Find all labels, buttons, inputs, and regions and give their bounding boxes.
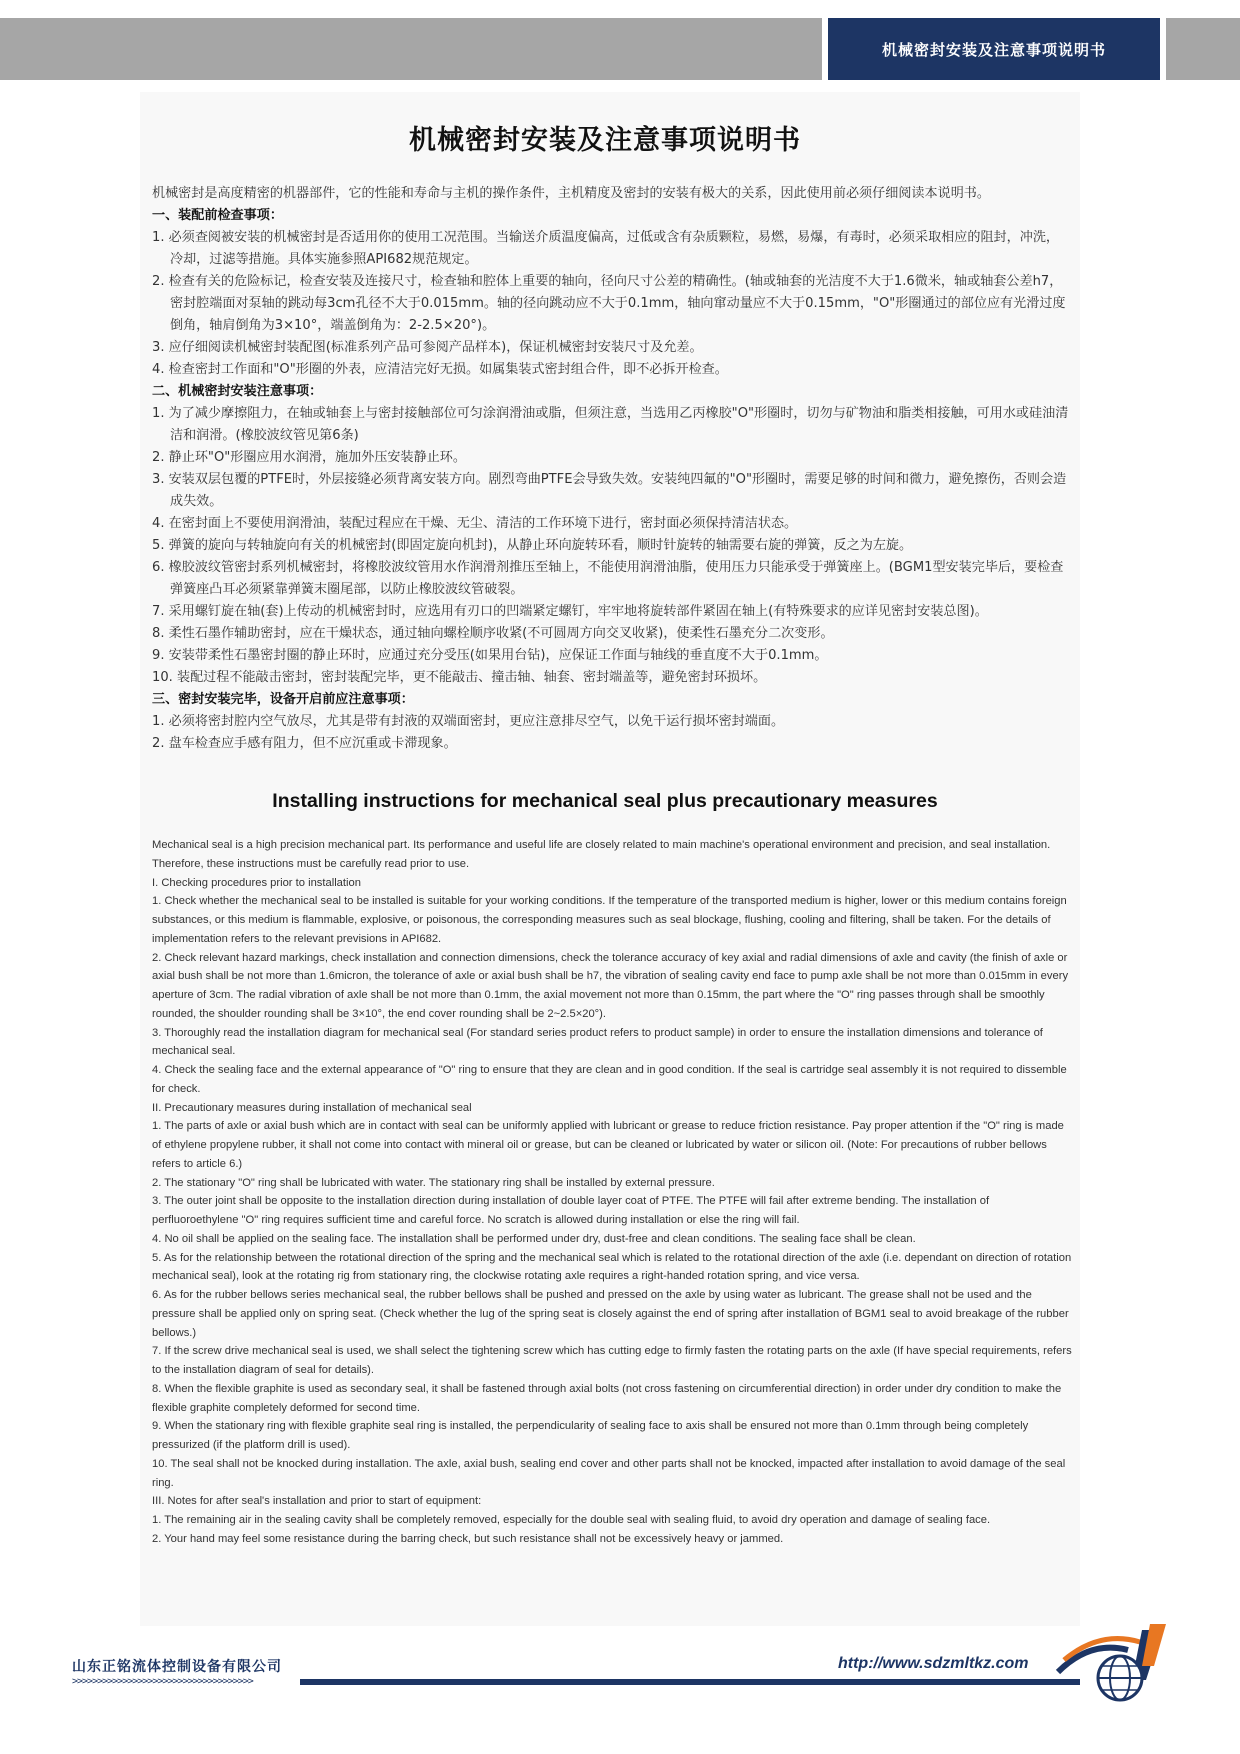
cn-list-item: 1. 必须将密封腔内空气放尽，尤其是带有封液的双端面密封，更应注意排尽空气，以免干运行损坏密封端面。 xyxy=(152,714,785,729)
header-separator-right xyxy=(1160,18,1166,80)
en-list-item: 2. Check relevant hazard markings, check installation and connection dimensions, check the tolerance accuracy of key axial and radial dimensions of axle and cavity (the finish of axle or axial bush shall be not more than 1.6micron, the tolerance of axle or axial bush shall be h7, the vibration of sealing cavity end face to pump axle shall be not more than 0.015mm in every aperture of 3cm. The radial vibration of axle shall be not more than 0.1mm, the axial movement not more than 0.15mm, the part where the "O" ring passes through shall be smoothly rounded, the shoulder rounding shall be 3×10°, the end cover rounding shall be 2~2.5×20°). xyxy=(152,951,1069,1020)
cn-instructions xyxy=(152,183,1072,755)
cn-list-item: 2. 检查有关的危险标记，检查安装及连接尺寸，检查轴和腔体上重要的轴向，径向尺寸公差的精确性。(轴或轴套的光洁度不大于1.6微米，轴或轴套公差h7，密封腔端面对泵轴的跳动每3cm孔径不大于0.015mm。轴的径向跳动应不大于0.1mm，轴向窜动量应不大于0.15mm，"O"形圈通过的部位应有光滑过度倒角，轴肩倒角为3×10°，端盖倒角为：2-2.5×20°)。 xyxy=(152,274,1066,333)
cn-list-item: 3. 安装双层包覆的PTFE时，外层接缝必须背离安装方向。剧烈弯曲PTFE会导致失效。安装纯四氟的"O"形圈时，需要足够的时间和微力，避免擦伤，否则会造成失效。 xyxy=(152,472,1067,509)
en-list-item: 9. When the stationary ring with flexible graphite seal ring is installed, the perpendicularity of sealing face to axis shall be ensured not more than 0.1mm through being completely pressurized (if the platform drill is used). xyxy=(152,1420,1029,1451)
cn-list-item: 8. 柔性石墨作辅助密封，应在干燥状态，通过轴向螺栓顺序收紧(不可圆周方向交叉收紧)，使柔性石墨充分二次变形。 xyxy=(152,626,834,641)
cn-list-item: 4. 在密封面上不要使用润滑油，装配过程应在干燥、无尘、清洁的工作环境下进行，密封面必须保持清洁状态。 xyxy=(152,516,798,531)
footer-website-link[interactable]: http://www.sdzmltkz.com xyxy=(838,1655,1029,1672)
cn-list-item: 5. 弹簧的旋向与转轴旋向有关的机械密封(即固定旋向机封)，从静止环向旋转环看，顺时针旋转的轴需要右旋的弹簧，反之为左旋。 xyxy=(152,538,913,553)
en-instructions xyxy=(152,836,1072,1549)
en-page-title: Installing instructions for mechanical seal plus precautionary measures xyxy=(272,790,938,812)
en-list-item: 7. If the screw drive mechanical seal is used, we shall select the tightening screw which has cutting edge to firmly fasten the rotating parts on the axle (If have special requirements, refers to the installation diagram of seal for details). xyxy=(152,1345,1072,1376)
en-list-item: 1. Check whether the mechanical seal to be installed is suitable for your working conditions. If the temperature of the transported medium is higher, lower or this medium contains foreign substances, or this medium is flammable, explosive, or poisonous, the corresponding measures such as seal blockage, flushing, cooling and filtering, shall be taken. For the details of implementation refers to the relevant previsions in API682. xyxy=(152,895,1067,945)
footer-chevron-decoration: >>>>>>>>>>>>>>>>>>>>>>>>>>>>>>>>>>>> xyxy=(72,1676,253,1687)
cn-list-item: 1. 为了减少摩擦阻力，在轴或轴套上与密封接触部位可匀涂润滑油或脂，但须注意，当选用乙丙橡胶"O"形圈时，切勿与矿物油和脂类相接触，可用水或硅油清洁和润滑。(橡胶波纹管见第6条) xyxy=(152,406,1069,443)
footer-company-name: 山东正铭流体控制设备有限公司 xyxy=(72,1659,282,1675)
en-list-item: 8. When the flexible graphite is used as secondary seal, it shall be fastened through axial bolts (not cross fastening on circumferential direction) in order under dry condition to make the flexible graphite completely deformed for second time. xyxy=(152,1382,1062,1414)
en-list-item: 1. The parts of axle or axial bush which are in contact with seal can be uniformly applied with lubricant or grease to reduce friction resistance. Pay proper attention if the "O" ring is made of ethylene propylene rubber, it shall not come into contact with mineral oil or grease, but can be cleaned or lubricated by water or silicon oil. (Note: For precautions of rubber bellows refers to article 6.) xyxy=(152,1120,1064,1170)
cn-list-item: 2. 盘车检查应手感有阻力，但不应沉重或卡滞现象。 xyxy=(152,736,457,751)
cn-list-item: 2. 静止环"O"形圈应用水润滑，施加外压安装静止环。 xyxy=(152,450,466,465)
en-list-item: 3. Thoroughly read the installation diagram for mechanical seal (For standard series product refers to product sample) in order to ensure the installation dimensions and tolerance of mechanical seal. xyxy=(152,1026,1043,1058)
en-list-item: 2. The stationary "O" ring shall be lubricated with water. The stationary ring shall be installed by external pressure. xyxy=(152,1176,715,1189)
en-list-item: 3. The outer joint shall be opposite to the installation direction during installation of double layer coat of PTFE. The PTFE will fail after extreme bending. The installation of perfluoroethylene "O" ring requires sufficient time and careful force. No scratch is allowed during installation or else the ring will fail. xyxy=(152,1195,990,1226)
cn-list-item: 10. 装配过程不能敲击密封，密封装配完毕，更不能敲击、撞击轴、轴套、密封端盖等，避免密封环损坏。 xyxy=(152,670,767,685)
cn-list-item: 1. 必须查阅被安装的机械密封是否适用你的使用工况范围。当输送介质温度偏高，过低或含有杂质颗粒，易燃，易爆，有毒时，必须采取相应的阻封，冲洗，冷却，过滤等措施。具体实施参照API682规范规定。 xyxy=(152,230,1060,267)
header-title-box xyxy=(828,18,1160,80)
en-list-item: 4. No oil shall be applied on the sealing face. The installation shall be performed under dry, dust-free and clean conditions. The sealing face shall be clean. xyxy=(152,1232,916,1245)
en-section-heading: II. Precautionary measures during installation of mechanical seal xyxy=(152,1101,472,1114)
en-list-item: 1. The remaining air in the sealing cavity shall be completely removed, especially for the double seal with sealing fluid, to avoid dry operation and damage of sealing face. xyxy=(152,1514,991,1526)
cn-list-item: 9. 安装带柔性石墨密封圈的静止环时，应通过充分受压(如果用台钻)，应保证工作面与轴线的垂直度不大于0.1mm。 xyxy=(152,648,828,663)
en-list-item: 4. Check the sealing face and the external appearance of "O" ring to ensure that they are clean and in good condition. If the seal is cartridge seal assembly it is not required to dissemble for check. xyxy=(152,1064,1067,1095)
cn-section-heading: 二、机械密封安装注意事项： xyxy=(152,384,323,399)
cn-section-heading: 一、装配前检查事项： xyxy=(152,208,283,223)
cn-intro: 机械密封是高度精密的机器部件，它的性能和寿命与主机的操作条件，主机精度及密封的安装有极大的关系，因此使用前必须仔细阅读本说明书。 xyxy=(152,186,990,201)
company-logo-icon xyxy=(1050,1620,1170,1710)
en-list-item: 2. Your hand may feel some resistance during the barring check, but such resistance shall not be excessively heavy or jammed. xyxy=(152,1532,784,1545)
en-section-heading: III. Notes for after seal's installation and prior to start of equipment: xyxy=(152,1495,482,1508)
header-title: 机械密封安装及注意事项说明书 xyxy=(881,40,1106,59)
footer-rule xyxy=(300,1679,1080,1685)
cn-list-item: 3. 应仔细阅读机械密封装配图(标准系列产品可参阅产品样本)，保证机械密封安装尺寸及允差。 xyxy=(152,340,703,355)
cn-list-item: 6. 橡胶波纹管密封系列机械密封，将橡胶波纹管用水作润滑剂推压至轴上，不能使用润滑油脂，使用压力只能承受于弹簧座上。(BGM1型安装完毕后，要检查弹簧座凸耳必须紧靠弹簧末圈尾部，以防止橡胶波纹管破裂。 xyxy=(152,560,1064,597)
cn-list-item: 7. 采用螺钉旋在轴(套)上传动的机械密封时，应选用有刃口的凹端紧定螺钉，牢牢地将旋转部件紧固在轴上(有特殊要求的应详见密封安装总图)。 xyxy=(152,604,988,619)
en-list-item: 10. The seal shall not be knocked during installation. The axle, axial bush, sealing end cover and other parts shall not be knocked, impacted after installation to avoid damage of the seal ring. xyxy=(152,1457,1066,1489)
en-list-item: 5. As for the relationship between the rotational direction of the spring and the mechanical seal which is related to the rotational direction of the axle (i.e. dependant on direction of rotation mechanical seal), look at the rotating rig from stationary ring, the clockwise rotating axle requires a right-handed rotation spring, and vice versa. xyxy=(152,1251,1072,1283)
cn-page-title: 机械密封安装及注意事项说明书 xyxy=(409,125,801,156)
en-section-heading: I. Checking procedures prior to installation xyxy=(152,876,361,889)
en-intro: Mechanical seal is a high precision mechanical part. Its performance and useful life are closely related to main machine's operational environment and precision, and seal installation. Therefore, these instructions must be carefully read prior to use. xyxy=(152,839,1051,870)
cn-section-heading: 三、密封安装完毕，设备开启前应注意事项： xyxy=(152,692,414,707)
en-list-item: 6. As for the rubber bellows series mechanical seal, the rubber bellows shall be pushed and pressed on the axle by using water as lubricant. The grease shall not be used and the pressure shall be applied only on spring seat. (Check whether the lug of the spring seat is closely against the end of spring after installation of BGM1 seal to avoid breakage of the rubber bellows.) xyxy=(152,1289,1069,1339)
cn-list-item: 4. 检查密封工作面和"O"形圈的外表，应清洁完好无损。如属集装式密封组合件，即不必拆开检查。 xyxy=(152,362,728,377)
